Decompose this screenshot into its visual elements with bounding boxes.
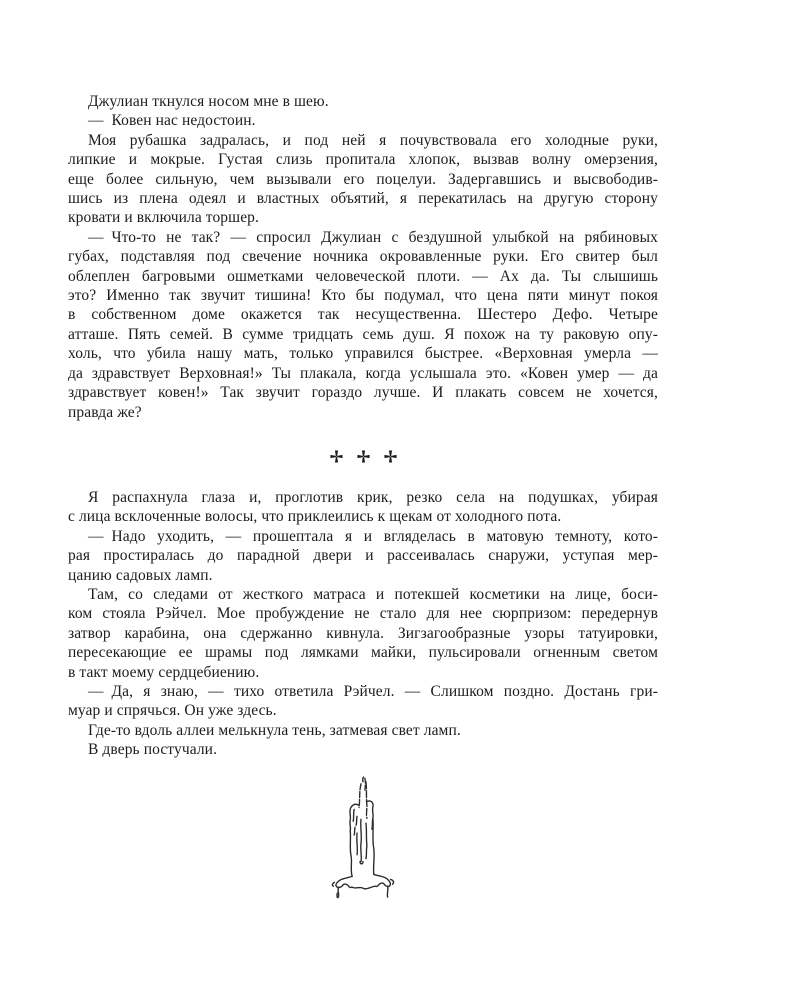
paragraph: [68, 682, 658, 721]
text-column: [68, 92, 658, 907]
text-line: с лица всклоченные волосы, что приклеились к щекам от холодного пота.: [68, 508, 562, 526]
text-line: да здравствует Верховная!» Ты плакала, когда услышала это. «Ковен умер — да: [68, 364, 658, 382]
text-line: — Что-то не так? — спросил Джулиан с бездушной улыбкой на рябиновых: [88, 228, 658, 246]
text-line: — Ковен нас недостоин.: [88, 112, 256, 130]
text-line: — Надо уходить, — прошептала я и вгляделась в матовую темноту, кото-: [88, 527, 658, 545]
text-line: в собственном доме окажется так несущественна. Шестеро Дефо. Четыре: [68, 306, 658, 324]
text-line: липкие и мокрые. Густая слизь пропитала хлопок, вызвав волну омерзения,: [68, 151, 658, 169]
text-line: в такт моему сердцебиению.: [68, 663, 260, 681]
paragraph: [68, 228, 658, 422]
paragraph: [68, 527, 658, 585]
text-line: шись из плена одеял и властных объятий, я перекатилась на другую сторону: [68, 190, 658, 208]
text-line: цанию садовых ламп.: [68, 566, 213, 584]
block-a: [68, 92, 658, 422]
text-line: губах, подставляя под свечение ночника окровавленные руки. Его свитер был: [68, 248, 658, 266]
text-line: Где-то вдоль аллеи мелькнула тень, затмевая свет ламп.: [88, 721, 461, 739]
text-line: Я распахнула глаза и, проглотив крик, резко села на подушках, убирая: [88, 488, 658, 506]
text-line: В дверь постучали.: [88, 741, 218, 759]
melted-candle-illustration: [328, 772, 398, 902]
paragraph: [68, 111, 658, 130]
cross-pattee-icon: [357, 450, 370, 463]
text-line: правда же?: [68, 403, 142, 421]
paragraph: [68, 131, 658, 228]
text-line: рая простиралась до парадной двери и рассеивалась снаружи, уступая мер-: [68, 547, 658, 565]
paragraph: [68, 585, 658, 682]
text-line: ком стояла Рэйчел. Мое пробуждение не стало для нее сюрпризом: передернув: [68, 605, 658, 623]
paragraph: [68, 92, 658, 111]
text-line: затвор карабина, она сдержанно кивнула. Зигзагообразные узоры татуировки,: [68, 624, 658, 642]
scene-separator: [68, 449, 658, 465]
text-line: Моя рубашка задралась, и под ней я почувствовала его холодные руки,: [88, 131, 658, 149]
paragraph: [68, 721, 658, 740]
text-line: муар и спрячься. Он уже здесь.: [68, 702, 277, 720]
text-line: — Да, я знаю, — тихо ответила Рэйчел. — Слишком поздно. Достань гри-: [88, 682, 658, 700]
text-line: холь, что убила нашу мать, только управился быстрее. «Верховная умерла —: [68, 345, 658, 363]
text-line: это? Именно так звучит тишина! Кто бы подумал, что цена пяти минут покоя: [68, 287, 658, 305]
text-line: кровати и включила торшер.: [68, 209, 259, 227]
text-line: еще более сильную, чем вызывали его поцелуи. Задергавшись и высвободив-: [68, 170, 658, 188]
text-line: Там, со следами от жесткого матраса и потекшей косметики на лице, боси-: [88, 585, 658, 603]
text-line: пересекающие ее шрамы под лямками майки, пульсировали огненным светом: [68, 644, 658, 662]
text-line: Джулиан ткнулся носом мне в шею.: [88, 93, 329, 110]
paragraph: [68, 740, 658, 759]
cross-pattee-icon: [330, 450, 343, 463]
text-line: атташе. Пять семей. В сумме тридцать семь душ. Я похож на ту раковую опу-: [68, 325, 658, 343]
text-line: облеплен багровыми ошметками человеческой плоти. — Ах да. Ты слышишь: [68, 267, 658, 285]
cross-pattee-icon: [384, 450, 397, 463]
text-line: здравствует ковен!» Так звучит гораздо лучше. И плакать совсем не хочется,: [68, 384, 658, 402]
paragraph: [68, 488, 658, 527]
illustration-container: [68, 772, 658, 907]
block-b: [68, 488, 658, 760]
